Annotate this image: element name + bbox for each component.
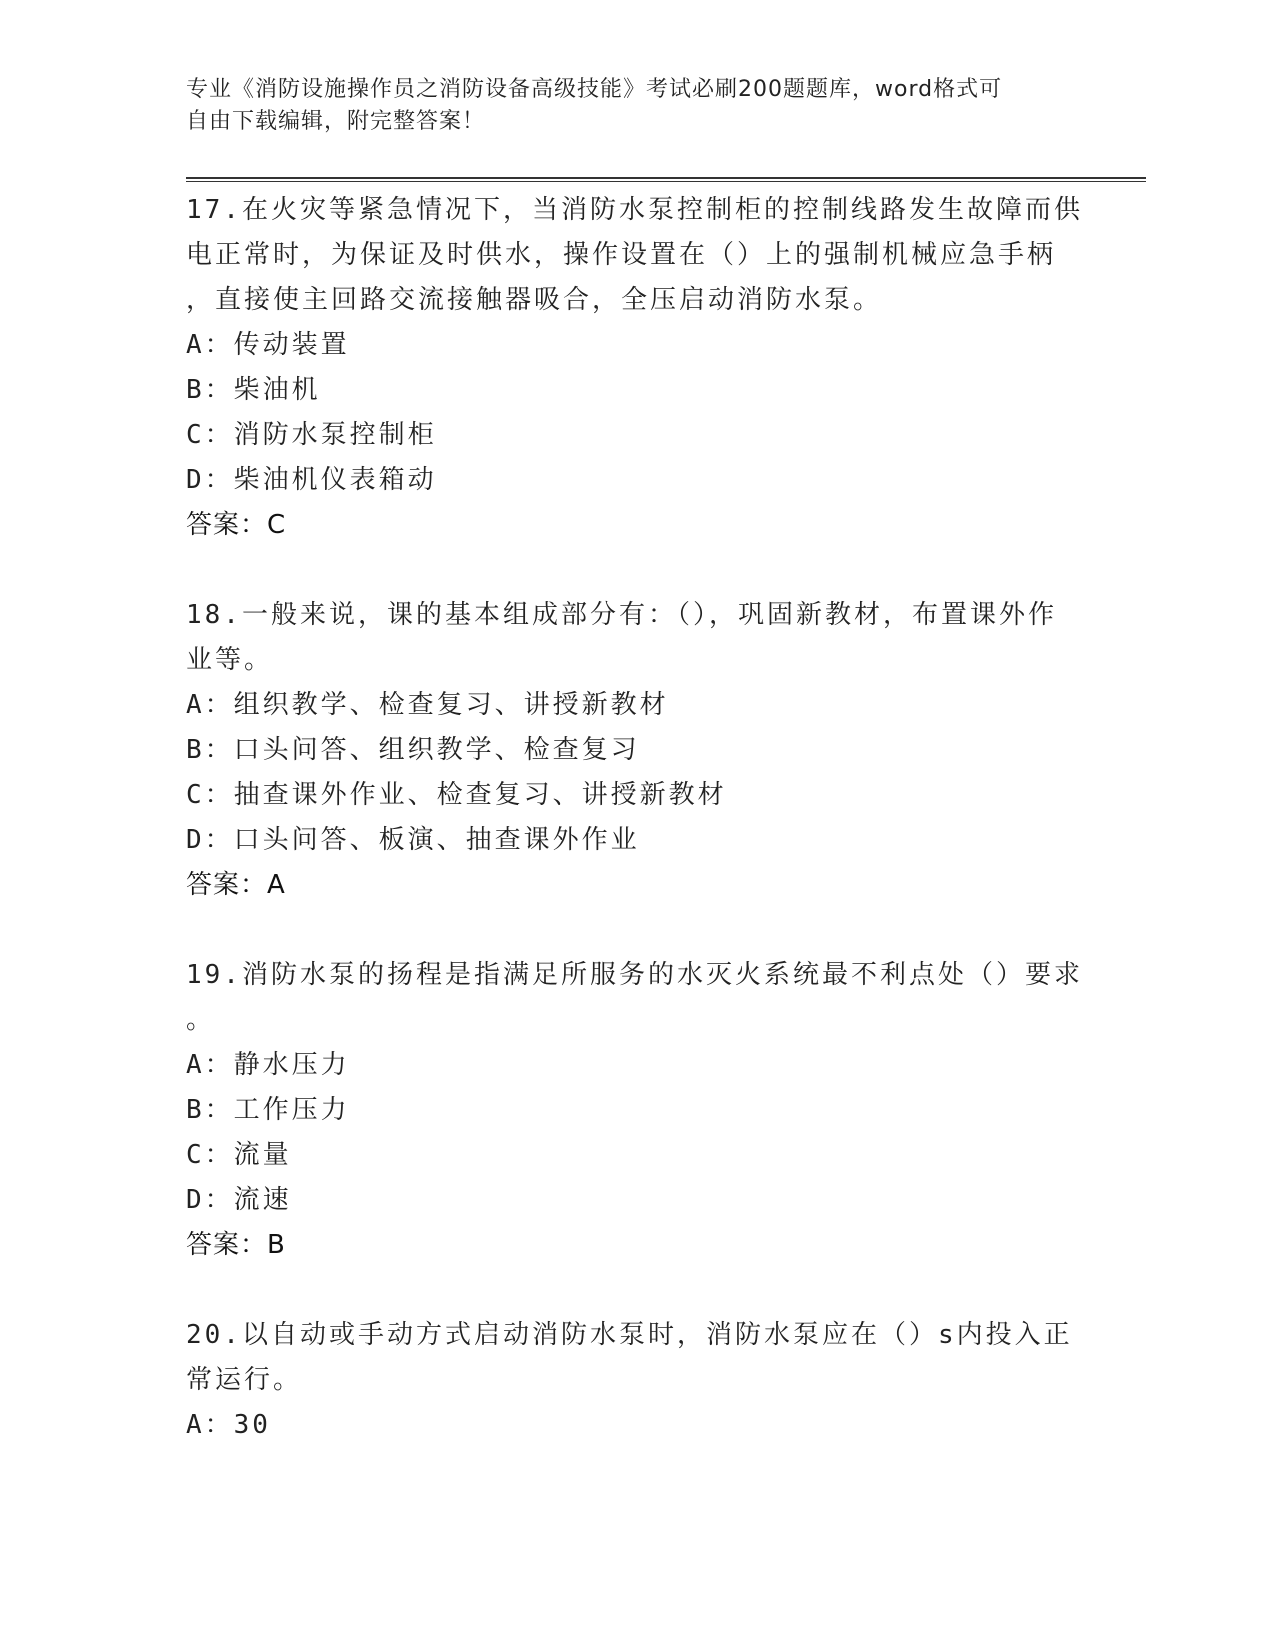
question-20 [186, 1313, 1086, 1448]
question-text-line: ，直接使主回路交流接触器吸合，全压启动消防水泵。 [186, 285, 883, 315]
question-text-line: 电正常时，为保证及时供水，操作设置在（）上的强制机械应急手柄 [186, 240, 1057, 270]
option-a: A：传动装置 [186, 330, 350, 360]
question-text-line: 19.消防水泵的扬程是指满足所服务的水灭火系统最不利点处（）要求 [186, 960, 1083, 990]
question-19 [186, 953, 1086, 1268]
option-d: D：柴油机仪表箱动 [186, 465, 437, 495]
question-18 [186, 593, 1086, 908]
answer-label: 答案：B [186, 1230, 286, 1260]
question-17 [186, 188, 1086, 548]
header-title-line-1: 专业《消防设施操作员之消防设备高级技能》考试必刷200题题库，word格式可 [186, 77, 1003, 102]
option-c: C：抽查课外作业、检查复习、讲授新教材 [186, 780, 727, 810]
option-a: A：静水压力 [186, 1050, 350, 1080]
answer-label: 答案：A [186, 870, 286, 900]
option-b: B：柴油机 [186, 375, 321, 405]
question-text-line: 20.以自动或手动方式启动消防水泵时，消防水泵应在（）s内投入正 [186, 1320, 1073, 1350]
option-a: A：组织教学、检查复习、讲授新教材 [186, 690, 669, 720]
question-gap [186, 1268, 1086, 1313]
question-list [186, 188, 1086, 1448]
option-b: B：工作压力 [186, 1095, 350, 1125]
question-text-line: 18.一般来说，课的基本组成部分有：（），巩固新教材，布置课外作 [186, 600, 1057, 630]
option-b: B：口头问答、组织教学、检查复习 [186, 735, 640, 765]
question-gap [186, 548, 1086, 593]
document-header [186, 74, 1066, 138]
option-c: C：消防水泵控制柜 [186, 420, 437, 450]
option-d: D：口头问答、板演、抽查课外作业 [186, 825, 640, 855]
option-d: D：流速 [186, 1185, 292, 1215]
answer-label: 答案：C [186, 510, 287, 540]
option-c: C：流量 [186, 1140, 292, 1170]
question-text-line: 17.在火灾等紧急情况下，当消防水泵控制柜的控制线路发生故障而供 [186, 195, 1083, 225]
question-text-line: 。 [186, 1005, 216, 1035]
question-text-line: 业等。 [186, 645, 274, 675]
header-title-line-2: 自由下载编辑，附完整答案！ [186, 109, 486, 134]
option-a: A：30 [186, 1410, 271, 1440]
question-gap [186, 908, 1086, 953]
header-divider [186, 177, 1146, 182]
question-text-line: 常运行。 [186, 1365, 303, 1395]
